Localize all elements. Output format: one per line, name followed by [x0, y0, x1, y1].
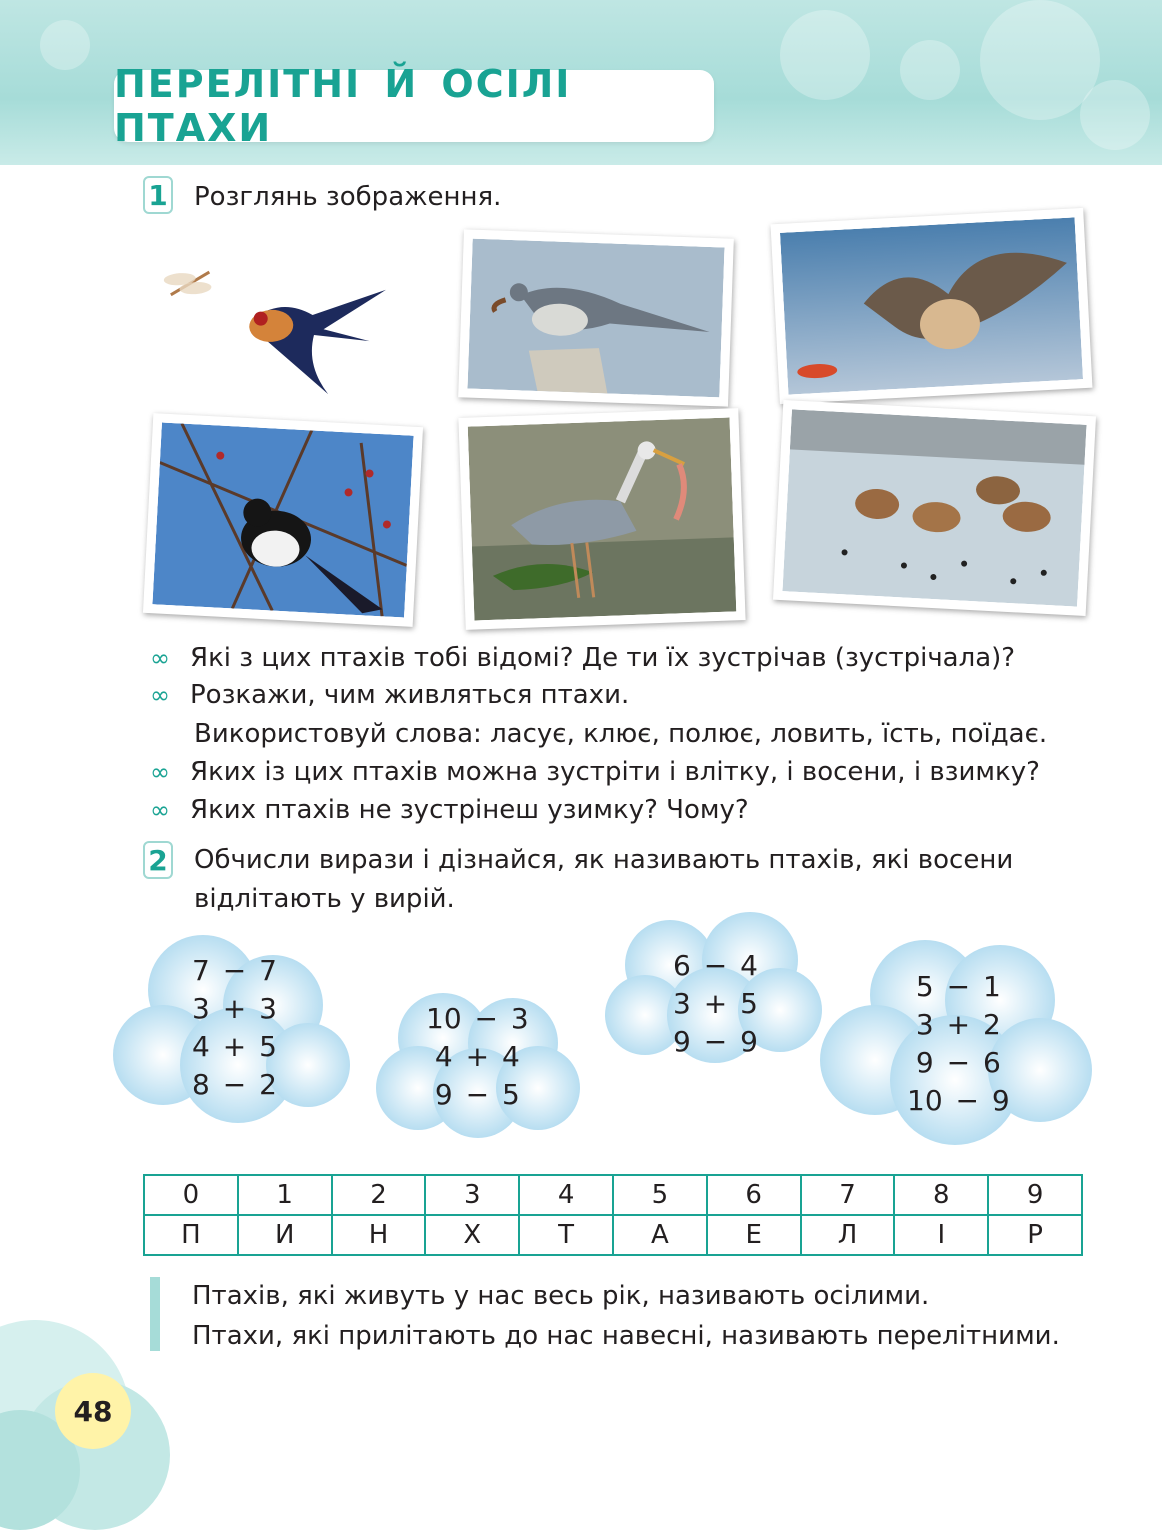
question-text: Які з цих птахів тобі відомі? Де ти їх зустрічав (зустрічала)? — [190, 643, 1016, 673]
expression: 7 − 7 — [192, 954, 277, 987]
digit-cell: 2 — [332, 1175, 426, 1215]
photo-swallow — [147, 228, 420, 416]
infinity-bullet-icon: ∞ — [150, 644, 170, 672]
expression: 4 + 5 — [192, 1030, 277, 1063]
owl-image — [780, 217, 1083, 394]
heron-image — [468, 417, 737, 620]
digit-cell: 6 — [707, 1175, 801, 1215]
digit-cell: 1 — [238, 1175, 332, 1215]
cloud-2 — [368, 983, 586, 1140]
expression: 3 + 3 — [192, 992, 277, 1025]
expression: 4 + 4 — [434, 1040, 520, 1073]
page-title: ПЕРЕЛІТНІ Й ОСІЛІ ПТАХИ — [114, 62, 572, 150]
expression: 9 − 9 — [673, 1025, 758, 1058]
task-2-line-2: відлітають у вирій. — [194, 884, 455, 914]
question-4 — [150, 792, 749, 828]
expression: 5 − 1 — [915, 970, 1001, 1003]
photo-magpie — [143, 413, 423, 627]
expression: 9 − 6 — [915, 1046, 1001, 1079]
letter-cell: И — [238, 1215, 332, 1255]
question-2 — [150, 677, 629, 713]
title-box — [114, 62, 714, 150]
photo-heron — [458, 408, 745, 630]
cloud-2-expressions — [426, 1000, 529, 1114]
cloud-1 — [108, 925, 354, 1130]
question-1 — [150, 640, 1015, 676]
infinity-bullet-icon: ∞ — [150, 796, 170, 824]
photo-sparrows — [773, 400, 1096, 616]
digit-cell: 3 — [425, 1175, 519, 1215]
letter-cell: Л — [801, 1215, 895, 1255]
question-text: Яких із цих птахів можна зустріти і влітку, і восени, і взимку? — [190, 757, 1040, 787]
photo-owl — [771, 208, 1093, 404]
letter-cell: І — [894, 1215, 988, 1255]
digit-cell: 8 — [894, 1175, 988, 1215]
table-row-digits — [144, 1175, 1082, 1215]
sparrows-image — [782, 409, 1086, 606]
cloud-4 — [815, 930, 1098, 1150]
magpie-image — [152, 423, 413, 618]
letter-cell: Х — [425, 1215, 519, 1255]
cuckoo-image — [467, 239, 724, 398]
letter-cell: Р — [988, 1215, 1082, 1255]
task-2-number: 2 — [143, 841, 173, 879]
cloud-3-expressions — [673, 947, 758, 1061]
decor-bubble — [1080, 80, 1150, 150]
letter-cell: А — [613, 1215, 707, 1255]
photo-cuckoo — [458, 229, 734, 406]
code-table — [143, 1174, 1083, 1256]
expression: 3 + 5 — [673, 987, 758, 1020]
expression: 3 + 2 — [915, 1008, 1001, 1041]
table-row-letters — [144, 1215, 1082, 1255]
digit-cell: 9 — [988, 1175, 1082, 1215]
task-2-line-1: Обчисли вирази і дізнайся, як називають птахів, які восени — [194, 845, 1014, 875]
letter-cell: Н — [332, 1215, 426, 1255]
infinity-bullet-icon: ∞ — [150, 758, 170, 786]
digit-cell: 4 — [519, 1175, 613, 1215]
digit-cell: 5 — [613, 1175, 707, 1215]
cloud-4-expressions — [907, 968, 1010, 1120]
digit-cell: 7 — [801, 1175, 895, 1215]
letter-cell: Т — [519, 1215, 613, 1255]
note-accent-bar — [150, 1277, 160, 1351]
note-line-1: Птахів, які живуть у нас весь рік, називають осілими. — [192, 1281, 930, 1311]
letter-cell: Е — [707, 1215, 801, 1255]
expression: 9 − 5 — [434, 1078, 520, 1111]
infinity-bullet-icon: ∞ — [150, 681, 170, 709]
decor-bubble — [40, 20, 90, 70]
page-number: 48 — [55, 1373, 131, 1449]
expression: 8 − 2 — [192, 1068, 277, 1101]
decor-bubble — [900, 40, 960, 100]
expression: 10 − 3 — [426, 1002, 529, 1035]
cloud-3 — [600, 910, 828, 1068]
task-1-instruction: Розглянь зображення. — [194, 182, 502, 212]
letter-cell: П — [144, 1215, 238, 1255]
question-text: Розкажи, чим живляться птахи. — [190, 680, 630, 710]
note-line-2: Птахи, які прилітають до нас навесні, називають перелітними. — [192, 1321, 1060, 1351]
digit-cell: 0 — [144, 1175, 238, 1215]
question-2-words: Використовуй слова: ласує, клює, полює, ловить, їсть, поїдає. — [194, 719, 1048, 749]
task-1-number: 1 — [143, 176, 173, 214]
decor-bubble — [780, 10, 870, 100]
question-text: Яких птахів не зустрінеш узимку? Чому? — [190, 795, 749, 825]
question-3 — [150, 754, 1040, 790]
expression: 6 − 4 — [673, 949, 758, 982]
expression: 10 − 9 — [907, 1084, 1010, 1117]
swallow-image — [147, 228, 420, 416]
cloud-1-expressions — [192, 952, 277, 1104]
